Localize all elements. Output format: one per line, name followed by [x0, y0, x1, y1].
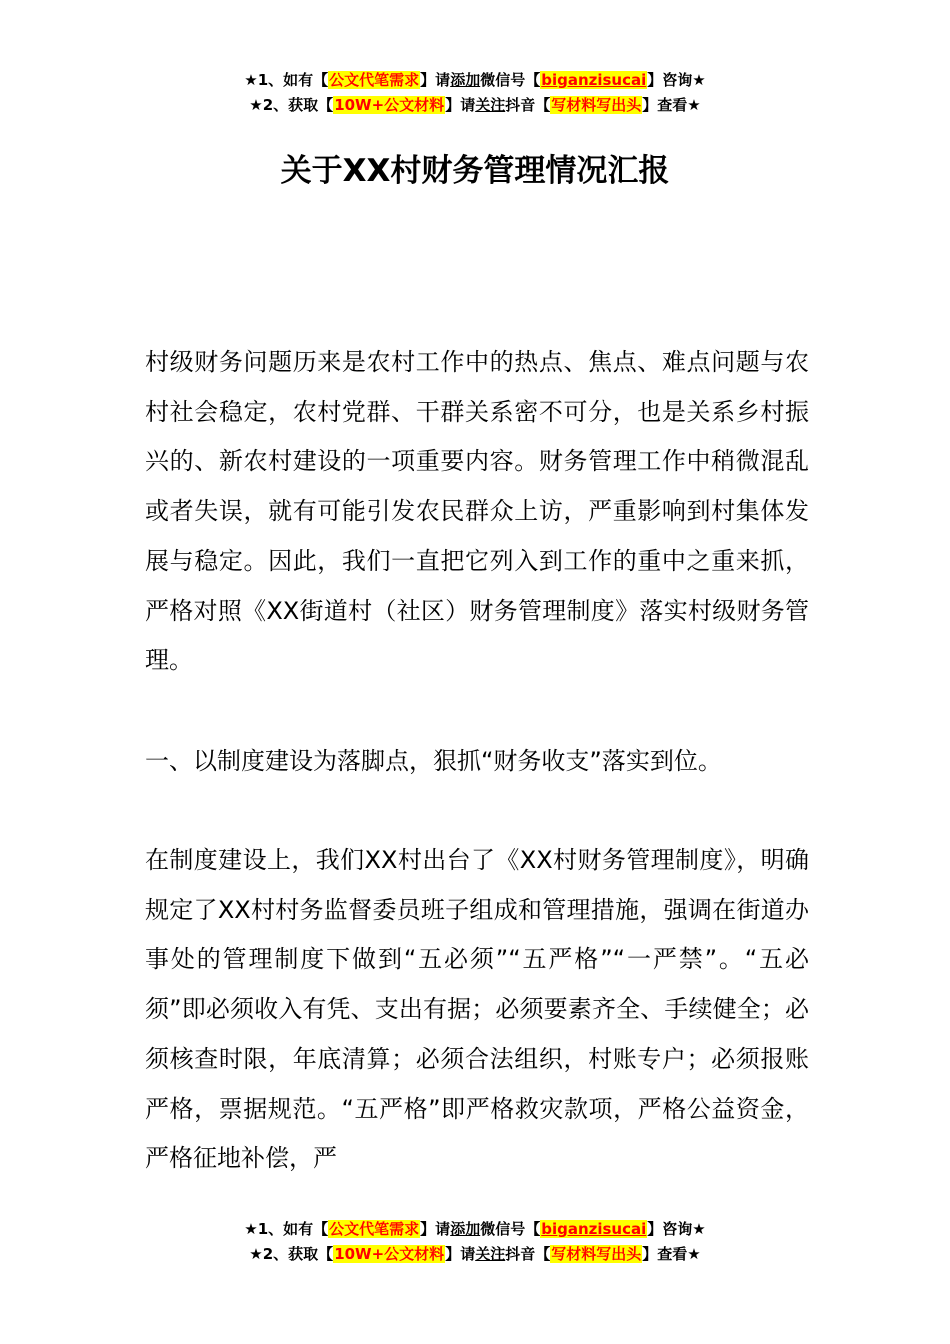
wechat-id: biganzisucai [541, 1220, 647, 1238]
section-heading-1: 一、以制度建设为落脚点，狠抓“财务收支”落实到位。 [145, 747, 722, 775]
banner-text: 】咨询★ [647, 71, 706, 89]
banner-text: ★1、如有【 [244, 71, 329, 89]
banner-text: 】咨询★ [647, 1220, 706, 1238]
banner-line-2 [0, 1242, 950, 1267]
banner-highlight: 10W+公文材料 [334, 96, 445, 114]
banner-text: 】请 [445, 96, 476, 114]
document-title: 关于XX村财务管理情况汇报 [280, 153, 670, 189]
banner-text: ★2、获取【 [249, 96, 334, 114]
paragraph-section-1: 在制度建设上，我们XX村出台了《XX村财务管理制度》，明确规定了XX村村务监督委员班子组成和管理措施，强调在街道办事处的管理制度下做到“五必须”“五严格”“一严禁”。“五必须”即必须收入有凭、支出有据；必须要素齐全、手续健全；必须核查时限，年底清算；必须合法组织，村账专户；必须报账严格，票据规范。“五严格”即严格救灾款项，严格公益资金，严格征地补偿，严 [145, 846, 809, 1173]
banner-line-1 [0, 68, 950, 93]
banner-text: 抖音【 [505, 96, 551, 114]
banner-text: 微信号【 [480, 1220, 541, 1238]
wechat-id: biganzisucai [541, 71, 647, 89]
banner-text: 】查看★ [642, 1245, 701, 1263]
banner-line-2 [0, 93, 950, 118]
banner-text: ★1、如有【 [244, 1220, 329, 1238]
banner-emphasis: 关注 [475, 1245, 506, 1263]
banner-text: 抖音【 [505, 1245, 551, 1263]
banner-text: 】查看★ [642, 96, 701, 114]
bottom-banner [0, 1217, 950, 1267]
banner-emphasis: 添加 [450, 71, 481, 89]
banner-text: ★2、获取【 [249, 1245, 334, 1263]
banner-emphasis: 关注 [475, 96, 506, 114]
banner-emphasis: 添加 [450, 1220, 481, 1238]
top-banner [0, 68, 950, 118]
douyin-account: 写材料写出头 [551, 1245, 642, 1263]
banner-line-1 [0, 1217, 950, 1242]
banner-highlight: 公文代笔需求 [329, 71, 420, 89]
banner-text: 】请 [445, 1245, 476, 1263]
banner-text: 微信号【 [480, 71, 541, 89]
douyin-account: 写材料写出头 [551, 96, 642, 114]
banner-highlight: 公文代笔需求 [329, 1220, 420, 1238]
banner-text: 】请 [420, 1220, 451, 1238]
banner-highlight: 10W+公文材料 [334, 1245, 445, 1263]
paragraph-intro: 村级财务问题历来是农村工作中的热点、焦点、难点问题与农村社会稳定，农村党群、干群关系密不可分，也是关系乡村振兴的、新农村建设的一项重要内容。财务管理工作中稍微混乱或者失误，就有可能引发农民群众上访，严重影响到村集体发展与稳定。因此，我们一直把它列入到工作的重中之重来抓，严格对照《XX街道村（社区）财务管理制度》落实村级财务管理。 [145, 348, 809, 675]
banner-text: 】请 [420, 71, 451, 89]
